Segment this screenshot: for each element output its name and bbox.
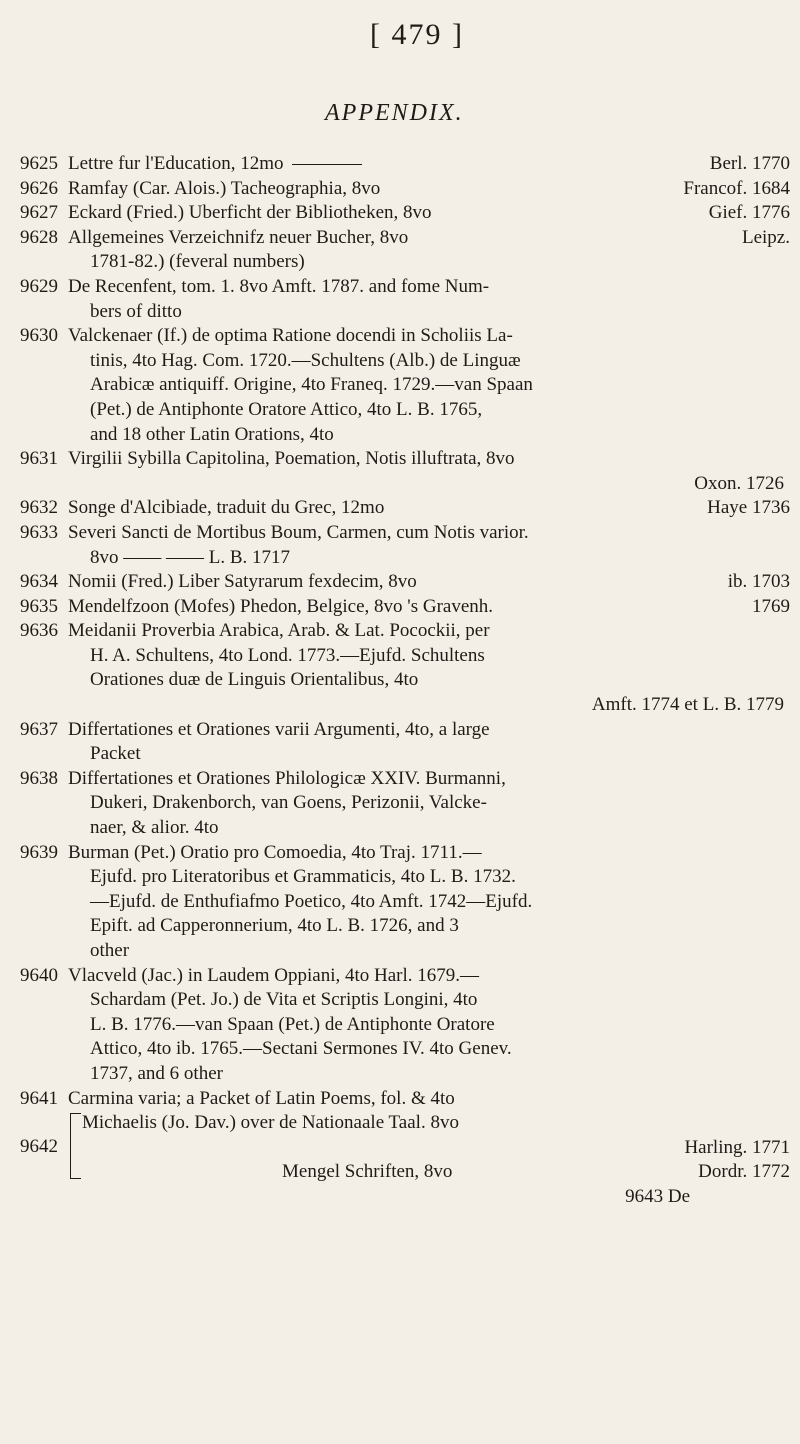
catalogue-entry xyxy=(20,201,790,226)
section-title: APPENDIX. xyxy=(325,100,464,126)
catalogue-entry-group xyxy=(20,1111,790,1185)
entry-number: 9641 xyxy=(20,1087,58,1109)
entry-continuation: Ejufd. pro Literatoribus et Grammaticis, 4to L. B. 1732. xyxy=(90,866,516,888)
entry-first-line xyxy=(68,201,790,226)
entry-title: Allgemeines Verzeichnifz neuer Bucher, 8vo xyxy=(68,226,409,248)
group-line xyxy=(82,1160,790,1185)
catalogue-entry xyxy=(20,447,790,496)
entry-first-line xyxy=(68,718,790,743)
entry-continuation: 8vo —— —— L. B. 1717 xyxy=(90,546,291,568)
entry-continuation: bers of ditto xyxy=(90,300,182,322)
entry-number: 9636 xyxy=(20,620,58,642)
entry-title: Differtationes et Orationes Philologicæ XXIV. Burmanni, xyxy=(68,767,506,789)
entry-number: 9627 xyxy=(20,202,58,224)
catalogue-entry xyxy=(20,521,790,570)
catalogue-entries xyxy=(20,152,790,1210)
entry-title: Ramfay (Car. Alois.) Tacheographia, 8vo xyxy=(68,177,381,199)
entry-imprint: 1769 xyxy=(752,595,790,617)
entry-number: 9638 xyxy=(20,767,58,789)
entry-continuation: and 18 other Latin Orations, 4to xyxy=(90,423,334,445)
entry-title: Burman (Pet.) Oratio pro Comoedia, 4to Traj. 1711.— xyxy=(68,841,482,863)
entry-first-line xyxy=(68,275,790,300)
entry-title: Eckard (Fried.) Uberficht der Bibliotheken, 8vo xyxy=(68,202,432,224)
entry-continuation: L. B. 1776.—van Spaan (Pet.) de Antiphonte Oratore xyxy=(90,1013,495,1035)
catalogue-entry xyxy=(20,496,790,521)
entry-imprint: Francof. 1684 xyxy=(683,177,790,199)
entry-first-line xyxy=(68,226,790,251)
entry-title: Severi Sancti de Mortibus Boum, Carmen, cum Notis varior. xyxy=(68,521,529,543)
entry-imprint: Harling. 1771 xyxy=(684,1136,790,1158)
entry-title: Virgilii Sybilla Capitolina, Poemation, Notis illuftrata, 8vo xyxy=(68,448,515,470)
entry-title: Lettre fur l'Education, 12mo xyxy=(68,152,702,177)
spacer xyxy=(82,1136,684,1161)
entry-continuation: naer, & alior. 4to xyxy=(90,817,219,839)
entry-title: Meidanii Proverbia Arabica, Arab. & Lat. Pocockii, per xyxy=(68,620,490,642)
entry-title: De Recenfent, tom. 1. 8vo Amft. 1787. and fome Num- xyxy=(68,275,490,297)
entry-first-line xyxy=(68,767,790,792)
entry-first-line xyxy=(68,964,790,989)
entry-first-line xyxy=(68,521,790,546)
catalogue-entry xyxy=(20,619,790,717)
catalogue-entry xyxy=(20,226,790,275)
entry-first-line xyxy=(68,447,790,472)
entry-first-line xyxy=(68,570,790,595)
entry-imprint: Leipz. xyxy=(741,226,790,248)
catalogue-entry xyxy=(20,177,790,202)
entry-imprint: Haye 1736 xyxy=(707,497,790,519)
bracket xyxy=(70,1113,81,1179)
entry-continuation: Attico, 4to ib. 1765.—Sectani Sermones IV. 4to Genev. xyxy=(90,1038,512,1060)
entry-number: 9639 xyxy=(20,841,58,863)
entry-continuation: (Pet.) de Antiphonte Oratore Attico, 4to L. B. 1765, xyxy=(90,398,483,420)
entry-first-line xyxy=(68,152,790,177)
catalogue-entry xyxy=(20,275,790,324)
entry-continuation: H. A. Schultens, 4to Lond. 1773.—Ejufd. Schultens xyxy=(90,644,485,666)
entry-number: 9635 xyxy=(20,595,58,617)
catalogue-entry xyxy=(20,152,790,177)
entry-number: 9632 xyxy=(20,497,58,519)
entry-continuation: 1781-82.) (feveral numbers) xyxy=(90,251,305,273)
entry-number: 9628 xyxy=(20,226,58,248)
entry-number: 9630 xyxy=(20,325,58,347)
entry-continuation: Arabicæ antiquiff. Origine, 4to Franeq. 1729.—van Spaan xyxy=(90,374,533,396)
entry-title: Songe d'Alcibiade, traduit du Grec, 12mo xyxy=(68,497,385,519)
entry-imprint: Oxon. 1726 xyxy=(694,472,784,494)
entry-title: Valckenaer (If.) de optima Ratione docendi in Scholiis La- xyxy=(68,325,513,347)
entry-first-line xyxy=(68,595,790,620)
catalogue-entry xyxy=(20,570,790,595)
entry-continuation: tinis, 4to Hag. Com. 1720.—Schultens (Alb.) de Linguæ xyxy=(90,349,521,371)
entry-title: Differtationes et Orationes varii Argumenti, 4to, a large xyxy=(68,718,490,740)
entry-continuation: Orationes duæ de Linguis Orientalibus, 4to xyxy=(90,669,419,691)
entry-imprint: ib. 1703 xyxy=(727,571,790,593)
page-number: [ 479 ] xyxy=(370,18,464,51)
entry-continuation: Packet xyxy=(90,743,141,765)
catalogue-entry xyxy=(20,964,790,1087)
entry-number: 9642 xyxy=(20,1136,58,1158)
ditto-rule xyxy=(292,164,362,165)
entry-first-line xyxy=(68,177,790,202)
catalogue-entry xyxy=(20,718,790,767)
catalogue-entry xyxy=(20,841,790,964)
entry-number: 9629 xyxy=(20,275,58,297)
entry-number: 9626 xyxy=(20,177,58,199)
entry-number: 9640 xyxy=(20,964,58,986)
entry-continuation: 1737, and 6 other xyxy=(90,1062,223,1084)
entry-first-line xyxy=(68,496,790,521)
catalogue-entry xyxy=(20,595,790,620)
entry-continuation: —Ejufd. de Enthufiafmo Poetico, 4to Amft. 1742—Ejufd. xyxy=(90,890,533,912)
entry-first-line xyxy=(68,1087,790,1112)
catchword: 9643 De xyxy=(625,1185,690,1207)
entry-title: Mendelfzoon (Mofes) Phedon, Belgice, 8vo 's Gravenh. xyxy=(68,595,494,617)
entry-first-line xyxy=(68,841,790,866)
entry-title: Mengel Schriften, 8vo xyxy=(282,1161,453,1183)
entry-imprint: Amft. 1774 et L. B. 1779 xyxy=(591,694,784,716)
entry-number: 9625 xyxy=(20,153,58,174)
entry-first-line xyxy=(68,619,790,644)
entry-number: 9637 xyxy=(20,718,58,740)
entry-title: Carmina varia; a Packet of Latin Poems, fol. & 4to xyxy=(68,1087,455,1109)
entry-title: Nomii (Fred.) Liber Satyrarum fexdecim, 8vo xyxy=(68,571,417,593)
entry-number: 9633 xyxy=(20,521,58,543)
entry-number: 9631 xyxy=(20,448,58,470)
entry-imprint: Berl. 1770 xyxy=(709,153,790,174)
entry-imprint: Dordr. 1772 xyxy=(698,1161,790,1183)
group-line xyxy=(82,1136,790,1161)
entry-number: 9634 xyxy=(20,571,58,593)
entry-continuation: other xyxy=(90,940,130,961)
entry-continuation: Epift. ad Capperonnerium, 4to L. B. 1726, and 3 xyxy=(90,915,459,937)
entry-imprint: Gief. 1776 xyxy=(708,202,790,224)
catalogue-entry xyxy=(20,767,790,841)
entry-continuation: Dukeri, Drakenborch, van Goens, Perizonii, Valcke- xyxy=(90,792,487,814)
entry-title: Michaelis (Jo. Dav.) over de Nationaale Taal. 8vo xyxy=(82,1112,459,1134)
entry-title: Vlacveld (Jac.) in Laudem Oppiani, 4to Harl. 1679.— xyxy=(68,964,480,986)
group-line xyxy=(82,1111,790,1136)
catalogue-entry xyxy=(20,324,790,447)
entry-continuation: Schardam (Pet. Jo.) de Vita et Scriptis Longini, 4to xyxy=(90,989,478,1011)
entry-first-line xyxy=(68,324,790,349)
catalogue-entry xyxy=(20,1087,790,1112)
